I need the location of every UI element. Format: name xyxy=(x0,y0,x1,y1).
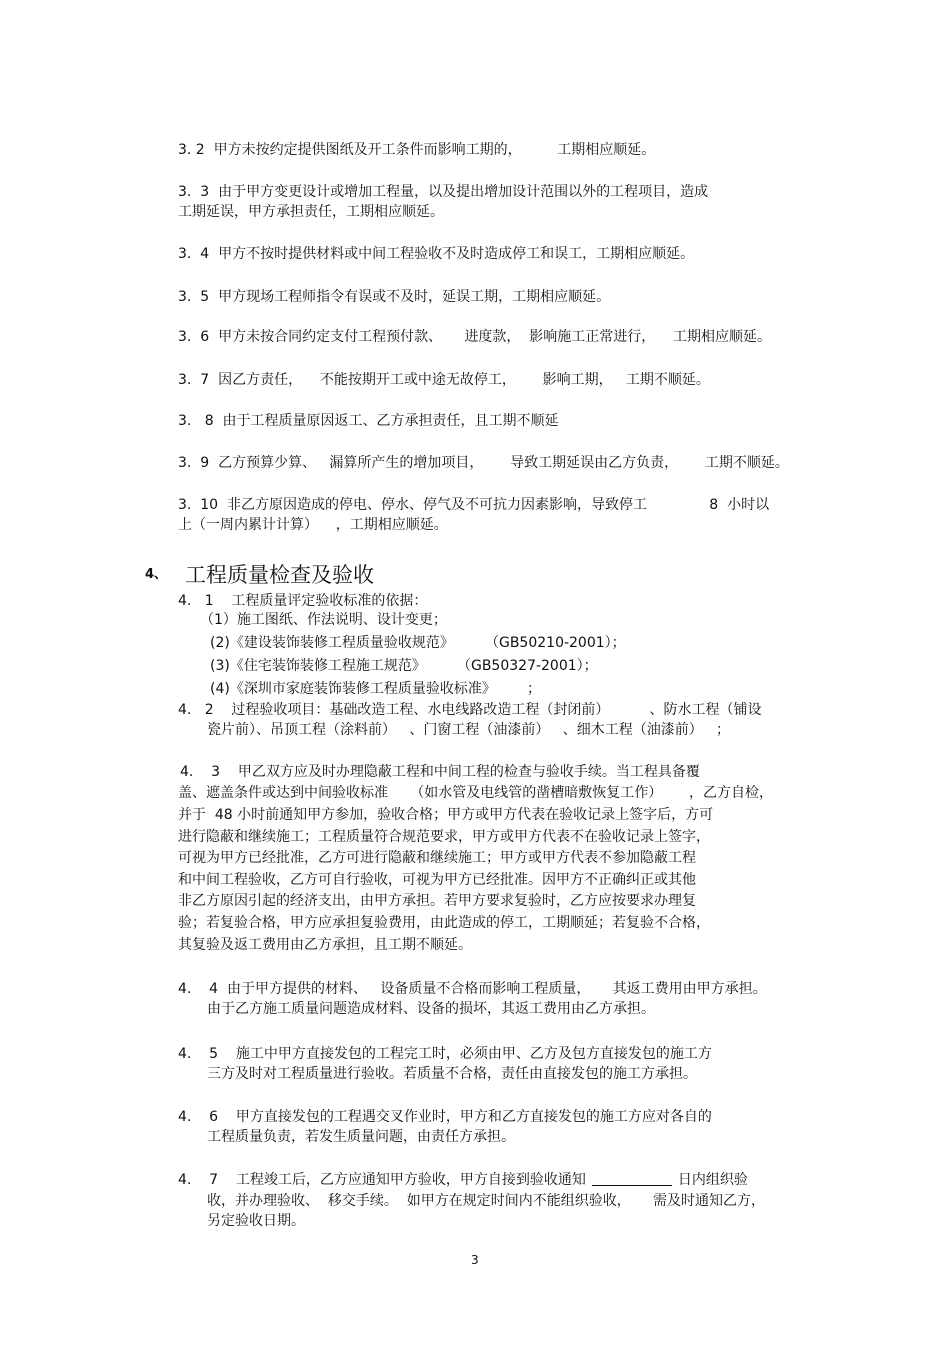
clause-4-2-line1: 4. 2 过程验收项目：基础改造工程、水电线路改造工程（封闭前） 、防水工程（铺设 xyxy=(178,702,762,718)
clause-3-3-line2: 工期延误，甲方承担责任，工期相应顺延。 xyxy=(178,204,444,220)
clause-3-10-line2: 上（一周内累计计算） ，工期相应顺延。 xyxy=(178,517,448,533)
clause-4-7-line1 xyxy=(178,1171,748,1189)
clause-4-3-line: 其复验及返工费用由乙方承担，且工期不顺延。 xyxy=(178,937,472,953)
clause-4-2-line2: 瓷片前）、吊顶工程（涂料前） 、门窗工程（油漆前） 、细木工程（油漆前） ； xyxy=(207,722,731,738)
clause-4-6-line1: 4. 6 甲方直接发包的工程遇交叉作业时，甲方和乙方直接发包的施工方应对各自的 xyxy=(178,1109,712,1125)
page-number: 3 xyxy=(471,1253,479,1267)
clause-4-1-item3: (3)《住宅装饰装修工程施工规范》 （GB50327-2001）； xyxy=(210,658,598,674)
clause-3-7: 3. 7 因乙方责任， 不能按期开工或中途无故停工， 影响工期， 工期不顺延。 xyxy=(178,372,710,388)
clause-4-7-text-before: 4. 7 工程竣工后，乙方应通知甲方验收，甲方自接到验收通知 xyxy=(178,1172,586,1188)
clause-3-3-line1: 3. 3 由于甲方变更设计或增加工程量，以及提出增加设计范围以外的工程项目，造成 xyxy=(178,184,709,200)
clause-4-6-line2: 工程质量负责，若发生质量问题，由责任方承担。 xyxy=(207,1129,515,1145)
clause-4-4-line2: 由于乙方施工质量问题造成材料、设备的损坏，其返工费用由乙方承担。 xyxy=(207,1001,655,1017)
clause-3-2: 3. 2 甲方未按约定提供图纸及开工条件而影响工期的， 工期相应顺延。 xyxy=(178,142,656,158)
clause-4-3-line: 进行隐蔽和继续施工；工程质量符合规范要求，甲方或甲方代表不在验收记录上签字， xyxy=(178,829,710,845)
clause-4-7-line3: 另定验收日期。 xyxy=(207,1213,305,1229)
clause-3-4: 3. 4 甲方不按时提供材料或中间工程验收不及时造成停工和误工，工期相应顺延。 xyxy=(178,246,695,262)
clause-4-3-line: 4. 3 甲乙双方应及时办理隐蔽工程和中间工程的检查与验收手续。当工程具备覆 xyxy=(180,764,700,780)
clause-4-7-text-after: 日内组织验 xyxy=(677,1172,748,1188)
blank-days-field[interactable] xyxy=(592,1171,672,1186)
section-title: 工程质量检查及验收 xyxy=(185,563,374,587)
clause-4-3-line: 非乙方原因引起的经济支出，由甲方承担。若甲方要求复验时，乙方应按要求办理复 xyxy=(178,893,696,909)
clause-3-6: 3. 6 甲方未按合同约定支付工程预付款、 进度款， 影响施工正常进行， 工期相应顺延。 xyxy=(178,329,772,345)
clause-4-3-line: 验；若复验合格，甲方应承担复验费用，由此造成的停工，工期顺延；若复验不合格， xyxy=(178,915,710,931)
clause-4-1-item1: （1）施工图纸、作法说明、设计变更； xyxy=(200,612,447,628)
clause-4-4-line1: 4. 4 由于甲方提供的材料、 设备质量不合格而影响工程质量， 其返工费用由甲方承担。 xyxy=(178,981,767,997)
clause-4-5-line2: 三方及时对工程质量进行验收。若质量不合格，责任由直接发包的施工方承担。 xyxy=(207,1066,697,1082)
clause-3-10-line1: 3. 10 非乙方原因造成的停电、停水、停气及不可抗力因素影响，导致停工 8 小时以 xyxy=(178,497,770,513)
clause-4-3-line: 和中间工程验收，乙方可自行验收，可视为甲方已经批准。因甲方不正确纠正或其他 xyxy=(178,872,696,888)
section-number: 4、 xyxy=(145,567,168,582)
clause-4-3-line: 盖、遮盖条件或达到中间验收标准 （如水管及电线管的凿槽暗敷恢复工作） ，乙方自检， xyxy=(178,785,773,801)
clause-4-1: 4. 1 工程质量评定验收标准的依据： xyxy=(178,593,428,609)
clause-4-3-line: 可视为甲方已经批准，乙方可进行隐蔽和继续施工；甲方或甲方代表不参加隐蔽工程 xyxy=(178,850,696,866)
clause-3-9: 3. 9 乙方预算少算、 漏算所产生的增加项目， 导致工期延误由乙方负责， 工期不顺延。 xyxy=(178,455,789,471)
clause-4-1-item4: (4)《深圳市家庭装饰装修工程质量验收标准》 ； xyxy=(210,681,541,697)
clause-3-8: 3. 8 由于工程质量原因返工、乙方承担责任，且工期不顺延 xyxy=(178,413,559,429)
clause-4-3-line: 并于 48 小时前通知甲方参加，验收合格；甲方或甲方代表在验收记录上签字后，方可 xyxy=(178,807,714,823)
clause-4-7-line2: 收，并办理验收、 移交手续。 如甲方在规定时间内不能组织验收， 需及时通知乙方， xyxy=(207,1193,766,1209)
clause-4-5-line1: 4. 5 施工中甲方直接发包的工程完工时，必须由甲、乙方及包方直接发包的施工方 xyxy=(178,1046,712,1062)
clause-4-1-item2: (2)《建设装饰装修工程质量验收规范》 （GB50210-2001）； xyxy=(210,635,626,651)
clause-3-5: 3. 5 甲方现场工程师指令有误或不及时，延误工期，工期相应顺延。 xyxy=(178,289,611,305)
